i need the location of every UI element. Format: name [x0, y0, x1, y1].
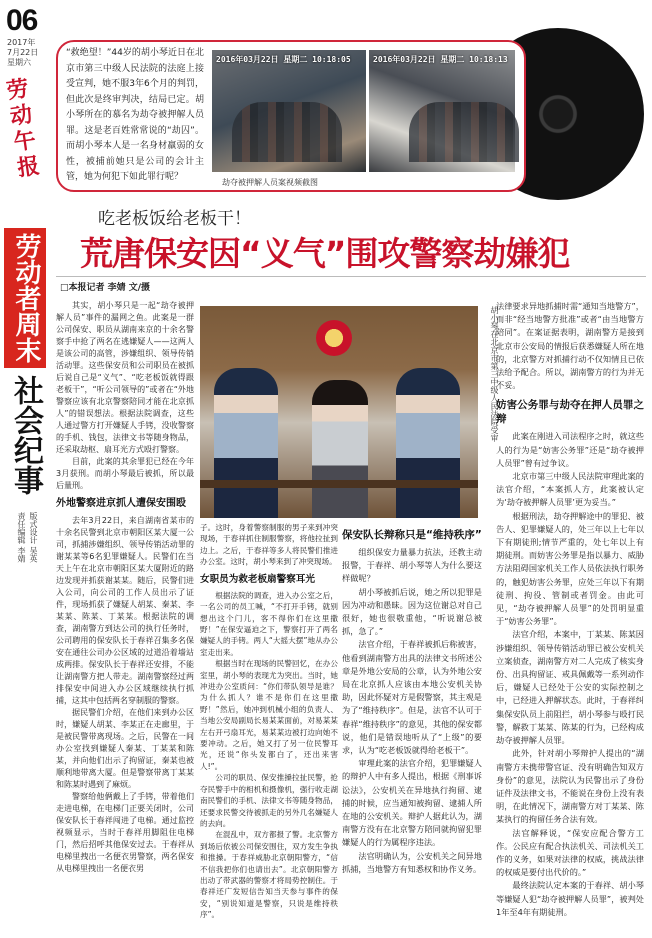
- article-column-3: [342, 522, 482, 876]
- paragraph: 子。这时，身着警察制服的男子来到冲突现场，于春祥抓住制服警察，将他拉扯到边上。之后，于春祥等多人将民警们推进办公室。这时，胡小琴来到了冲突现场。: [200, 523, 338, 567]
- column-banner: 社会纪事: [4, 370, 46, 500]
- article-column-1: [56, 300, 194, 875]
- paragraph: 警察给他俩戴上了手铐，带着他们走进电梯，在电梯门正要关闭时，公司保安队长于春祥闯进了电梯。通过监控视频显示，当时于春祥用脚阻住电梯门，然后招呼其他保安过去。于春祥从电梯里拽出一名便衣男警察，两名保安从电梯里拽出一名便衣男: [56, 791, 194, 873]
- photo1-timestamp: 2016年03月22日 星期二 10:18:05: [216, 55, 351, 64]
- court-emblem-icon: [316, 320, 352, 356]
- date-weekday: 星期六: [7, 58, 31, 67]
- paragraph: 根据法院的调查，进入办公室之后，一名公司的员工喊，“不打开手铐，就别想出这个门儿，客不得你们在这里撒野！”在保安逼迫之下，警察打开了两名嫌疑人的手铐。两人“大摇大摆”地从办公室走出来。: [200, 590, 338, 657]
- surveillance-photo-1: [212, 50, 366, 172]
- dock-rail: [200, 480, 478, 488]
- subhead: 女职员为救老板扇警察耳光: [200, 573, 315, 585]
- paragraph: 法官介绍，本案中，丁某某、陈某因涉嫌组织、领导传销活动罪已被公安机关立案侦查，湖南警方对二人完成了核实身份、出具拘留证、戒具佩戴等一系列动作后，嫌疑人已经处于公安的实际控制之中，已经进入押解状态。此时，于春祥纠集保安队员上前阻拦，胡小琴参与殴打民警，解救丁某某、陈某的行为，已经构成劫夺被押解人员罪。: [496, 629, 644, 746]
- date-day: 7月22日: [7, 48, 39, 57]
- subhead: 妨害公务罪与劫夺在押人员罪之辩: [496, 399, 644, 426]
- crowd-figures: [409, 102, 519, 162]
- paragraph: 最终法院认定本案的于春祥、胡小琴等嫌疑人犯“劫夺被押解人员罪”，被判处1年至4年有期徒刑。: [496, 880, 644, 917]
- courtroom-caption: 胡小琴在北京市第三中级人民法院受审: [490, 306, 499, 442]
- paragraph: 法律要求异地抓捕时需“通知当地警方”，而非“经当地警方批准”或者“由当地警方陪同”。在案证据表明，湖南警方是接到北京市公安局的情报后获悉嫌疑人所在地的，北京警方对抓捕行动不仅知情且已依法给予配合。所以，湖南警方的行为并无不妥。: [496, 301, 644, 391]
- divider: [56, 276, 646, 277]
- surveillance-photo-2: [369, 50, 515, 172]
- layout-credit: 版式设计 吴英: [29, 512, 38, 563]
- paragraph: 组织保安力量暴力抗法，还教主动报警，于春祥、胡小琴等人为什么要这样做呢？: [342, 547, 482, 584]
- subhead: 保安队长辩称只是“维持秩序”: [342, 529, 482, 541]
- paragraph: 目前，此案的其余罪犯已经在今年3月获刑。而胡小琴最后被抓，所以最后量刑。: [56, 457, 194, 490]
- paragraph: 北京市第三中级人民法院审理此案的法官介绍，“本案抓人方，此案被认定为‘劫夺被押解人员罪’更为妥当。”: [496, 471, 644, 508]
- paragraph: 审理此案的法官介绍，犯罪嫌疑人的辩护人中有多人提出，根据《刑事诉讼法》，公安机关在异地执行拘留、逮捕的时候，应当通知被拘留、逮捕人所在地的公安机关。辩护人据此认为，湖南警方没有在北京警方陪同就拘留犯罪嫌疑人的行为属程序违法。: [342, 758, 482, 848]
- article-column-2: [200, 522, 338, 921]
- paragraph: 法官介绍，于春祥被抓后称被害，他看到湖南警方出具的法律文书所述公章是外地公安局的公章，认为外地公安局在北京抓人应该由本地公安机关协助，因此怀疑对方是假警察，其主观是为了“维持秩序”。但是，法官不认可于春祥“维持秩序”的意见，其他的保安都说，他们是错误地听从了“上级”的要求，认为“吃老板饭就得给老板干”。: [342, 639, 482, 756]
- paragraph: 根据当时在现场的民警回忆，在办公室里，胡小琴的表现尤为突出。当时，她冲进办公室质问：“你们带队领导是谁？为什么抓人？谁不是你们在这里撒野！”然后，她冲到机械小组的负责人、当地公安局副局长易某某面前，对易某某左右开弓扇耳光，易某某边被打边向她不要冲动。之后，她又打了另一位民警耳光，还说“你头发都白了，还出来害人!”。: [200, 659, 338, 771]
- courtroom-photo: [200, 306, 478, 518]
- paragraph: 法官明确认为，公安机关之间异地抓捕，当地警方有知悉权和协作义务。: [342, 850, 482, 874]
- paragraph: 根据刑法，劫夺押解途中的罪犯、被告人、犯罪嫌疑人的，处三年以上七年以下有期徒刑;情节严重的，处七年以上有期徒刑。而妨害公务罪是指以暴力、威胁方法阻碍国家机关工作人员依法执行职务的，触犯妨害公务罪，应处三年以下有期徒刑、拘役、管制或者罚金。由此可见，“劫夺被押解人员罪”的处罚明显重于“妨害公务罪”。: [496, 510, 644, 627]
- byline: □本报记者 李婧 文/摄: [60, 283, 151, 293]
- photo2-timestamp: 2016年03月22日 星期二 10:18:13: [373, 55, 508, 64]
- defendant-figure: [312, 380, 368, 518]
- kicker: 吃老板饭给老板干！: [98, 209, 251, 229]
- paragraph: 其实，胡小琴只是一起“劫夺被押解人员”事件的漏网之鱼。此案是一群公司保安、职员从湖南来京的十余名警察手中抢了两名在逃嫌疑人——这两人是该公司的高管，涉嫌组织、领导传销活动罪。这些保安员和公司职员在被抓后说自己是“义气”、“吃老板饭就得跟老板干”，“听公司领导的”或者在“外地警察应该有北京警察陪同才能在北京抓人”的错误想法。根据法院调查，这些人通过警方打开嫌疑人手铐，没收警察的手机、钱包，法律文书等随身物品，还采取劫枢、扇耳光方式殴打警察。: [56, 301, 194, 454]
- paragraph: 此案在刚进入司法程序之时，就这些人的行为是“妨害公务罪”还是“劫夺被押人员罪”曾有过争议。: [496, 431, 644, 468]
- article-column-4: [496, 300, 644, 919]
- page-number: 06: [6, 4, 38, 37]
- date-year: 2017年: [7, 38, 36, 47]
- paragraph: 此外，针对胡小琴辩护人提出的“湖南警方未携带警官证、没有明确告知双方身份”的意见，法院认为民警出示了身份证件及法律文书，不能说在身份上没有表明，在此情况下，湖南警方对丁某某、陈某执行的拘留任务合法有效。: [496, 748, 644, 825]
- paragraph: 去年3月22日，来自湖南省某市的十余名民警到北京市朝阳区某大厦一公司，抓捕涉嫌组织、领导传销活动罪的谢某某等6名犯罪嫌疑人。民警们在当天上午在北京市朝阳区某大厦附近的路边发现并抓获谢某某。随后，民警们进入公司，向公司的工作人员出示了证件，现场抓获了嫌疑人胡某、秦某、李某某、陈某、丁某某。根据法院的调查，湖南警方到达公司的执行任务时，公司聘用的保安队长于春祥召集多名保安在通往公司办公区域的过道沿着墙站成两排。保安队长于春祥还安排，不能让湖南警方把人带走。湖南警察经过两排保安中间进入办公区域继续执行抓捕，这其中包括两名穿制服的警察。: [56, 515, 194, 705]
- intro-text: “救绝望！”44岁的胡小琴近日在北京市第三中级人民法院的法庭上接受宣判，她不服3年6个月的判罚，但此次是终审判决，结局已定。胡小琴所在的慕名为劫夺被押解人员罪。这是老百姓常常说的“劫囚”。而胡小琴本人是一名身材羸弱的女性，被捕前她只是公司的会计主管，她为何犯下如此罪行呢？: [66, 48, 204, 182]
- headline: 荒唐保安因“义气”围攻警察劫嫌犯: [80, 234, 570, 273]
- paragraph: 法官解释说，“保安应配合警方工作。公民应有配合执法机关、司法机关工作的义务，如果对法律的权威，挑战法律的权威是要付出代价的。”: [496, 827, 644, 878]
- paragraph: 公司的职员、保安推搡拉扯民警，抢夺民警手中的相机和摄像机，强行收走湖南民警们的手机、法律文书等随身物品，还要求民警交待被抓走的另外几名嫌疑人的去向。: [200, 773, 338, 828]
- newspaper-logo: 劳动午报: [4, 75, 42, 182]
- paragraph: 在混乱中，双方都报了警。北京警方到场后依被公司保安围住，双方发生争执和推搡。于春祥威胁北京朝阳警方，“信不信我把你们也请出去”。北京朝阳警方出动了带武器的警察才将局势控制住。于春祥还广发短信告知当天参与事件的保安，“别说知道是警察，只说是维持秩序”。: [200, 830, 338, 920]
- subhead: 外地警察进京抓人遭保安围殴: [56, 498, 186, 509]
- section-banner: 劳动者周末: [4, 228, 46, 368]
- officer-figure: [396, 368, 460, 518]
- editor-credit: 责任编辑 李婧: [17, 512, 26, 563]
- paragraph: 胡小琴被抓后说，她之所以犯罪是因为冲动和愚昧。因为这位谢总对自己很好，她也很敬重他，“听说谢总被抓，急了。”: [342, 586, 482, 637]
- photo-caption: 劫夺被押解人员案视频截图: [222, 178, 318, 187]
- crowd-figures: [232, 102, 342, 162]
- paragraph: 据民警们介绍，在他们来到办公区时，嫌疑人胡某、李某正在走廊里，于是被民警带离现场。之后，民警在一间办公室找到嫌疑人秦某、丁某某和陈某，并向他们出示了拘留证，秦某也被顺利地带离大厦。但是警察带离丁某某和陈某时遇到了麻烦。: [56, 707, 194, 789]
- officer-figure: [214, 368, 278, 518]
